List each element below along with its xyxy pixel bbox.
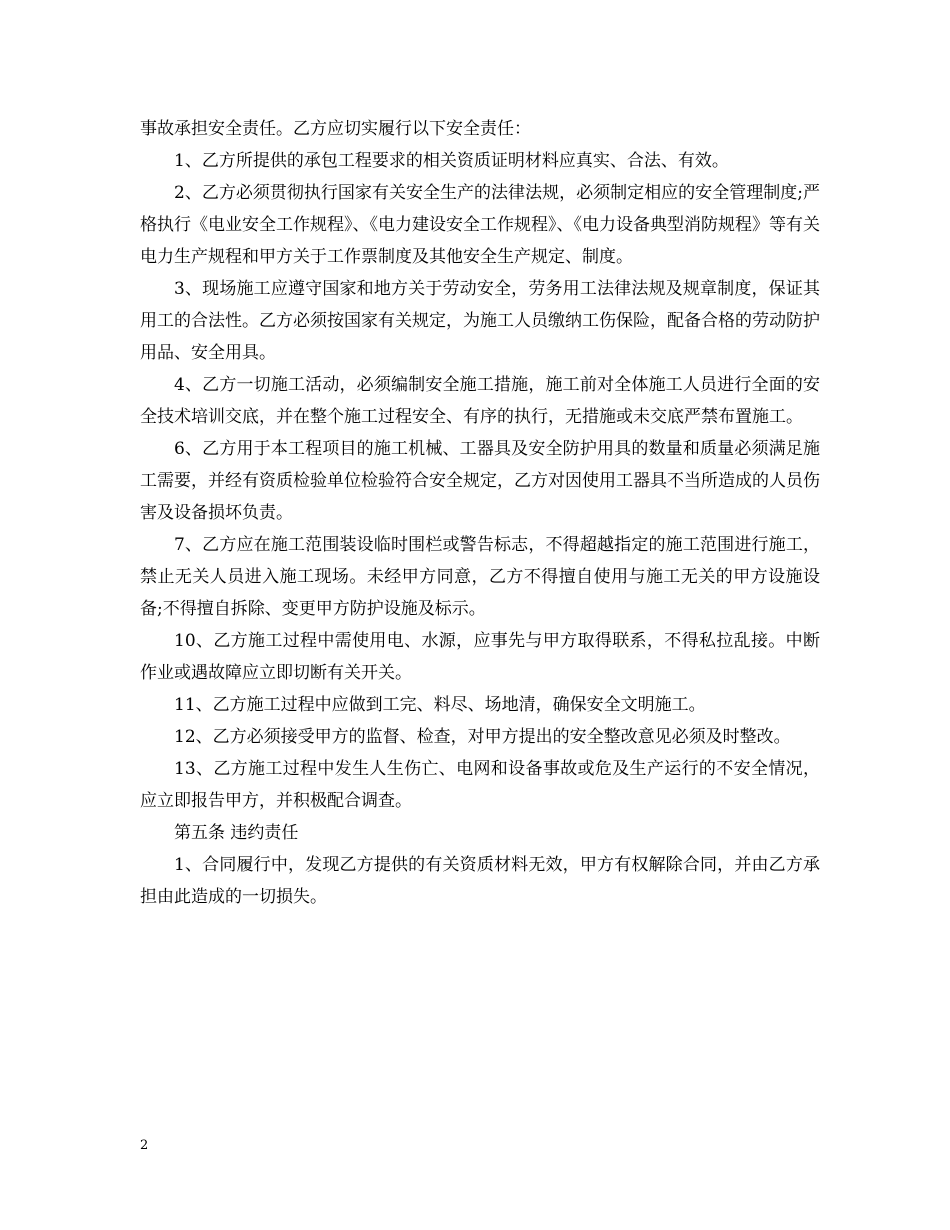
paragraph-item-11: 11、乙方施工过程中应做到工完、料尽、场地清，确保安全文明施工。 [174, 695, 706, 715]
paragraph-item-12: 12、乙方必须接受甲方的监督、检查，对甲方提出的安全整改意见必须及时整改。 [174, 727, 791, 747]
paragraph-item-6: 6、乙方用于本工程项目的施工机械、工器具及安全防护用具的数量和质量必须满足施工需要，并经有资质检验单位检验符合安全规定，乙方对因使用工器具不当所造成的人员伤害及设备损坏负责。 [140, 439, 820, 523]
paragraph-item-13: 13、乙方施工过程中发生人生伤亡、电网和设备事故或危及生产运行的不安全情况，应立即报告甲方，并积极配合调查。 [140, 759, 820, 811]
page-number: 2 [140, 1138, 149, 1153]
paragraph-item-2: 2、乙方必须贯彻执行国家有关安全生产的法律法规，必须制定相应的安全管理制度;严格执行《电业安全工作规程》、《电力建设安全工作规程》、《电力设备典型消防规程》等有关电力生产规程和甲方关于工作票制度及其他安全生产规定、制度。 [140, 183, 820, 267]
paragraph-breach-item-1: 1、合同履行中，发现乙方提供的有关资质材料无效，甲方有权解除合同，并由乙方承担由此造成的一切损失。 [140, 855, 820, 907]
paragraph-continuation: 事故承担安全责任。乙方应切实履行以下安全责任： [140, 119, 531, 139]
section-heading-article-5: 第五条 违约责任 [174, 823, 299, 843]
paragraph-item-4: 4、乙方一切施工活动，必须编制安全施工措施，施工前对全体施工人员进行全面的安全技术培训交底，并在整个施工过程安全、有序的执行，无措施或未交底严禁布置施工。 [140, 375, 820, 427]
paragraph-item-1: 1、乙方所提供的承包工程要求的相关资质证明材料应真实、合法、有效。 [174, 151, 729, 171]
paragraph-item-10: 10、乙方施工过程中需使用电、水源，应事先与甲方取得联系，不得私拉乱接。中断作业或遇故障应立即切断有关开关。 [140, 631, 820, 683]
paragraph-item-3: 3、现场施工应遵守国家和地方关于劳动安全，劳务用工法律法规及规章制度，保证其用工的合法性。乙方必须按国家有关规定，为施工人员缴纳工伤保险，配备合格的劳动防护用品、安全用具。 [140, 279, 820, 363]
document-body [140, 113, 820, 913]
paragraph-item-7: 7、乙方应在施工范围装设临时围栏或警告标志，不得超越指定的施工范围进行施工，禁止无关人员进入施工现场。未经甲方同意，乙方不得擅自使用与施工无关的甲方设施设备;不得擅自拆除、变更甲方防护设施及标示。 [140, 535, 820, 619]
